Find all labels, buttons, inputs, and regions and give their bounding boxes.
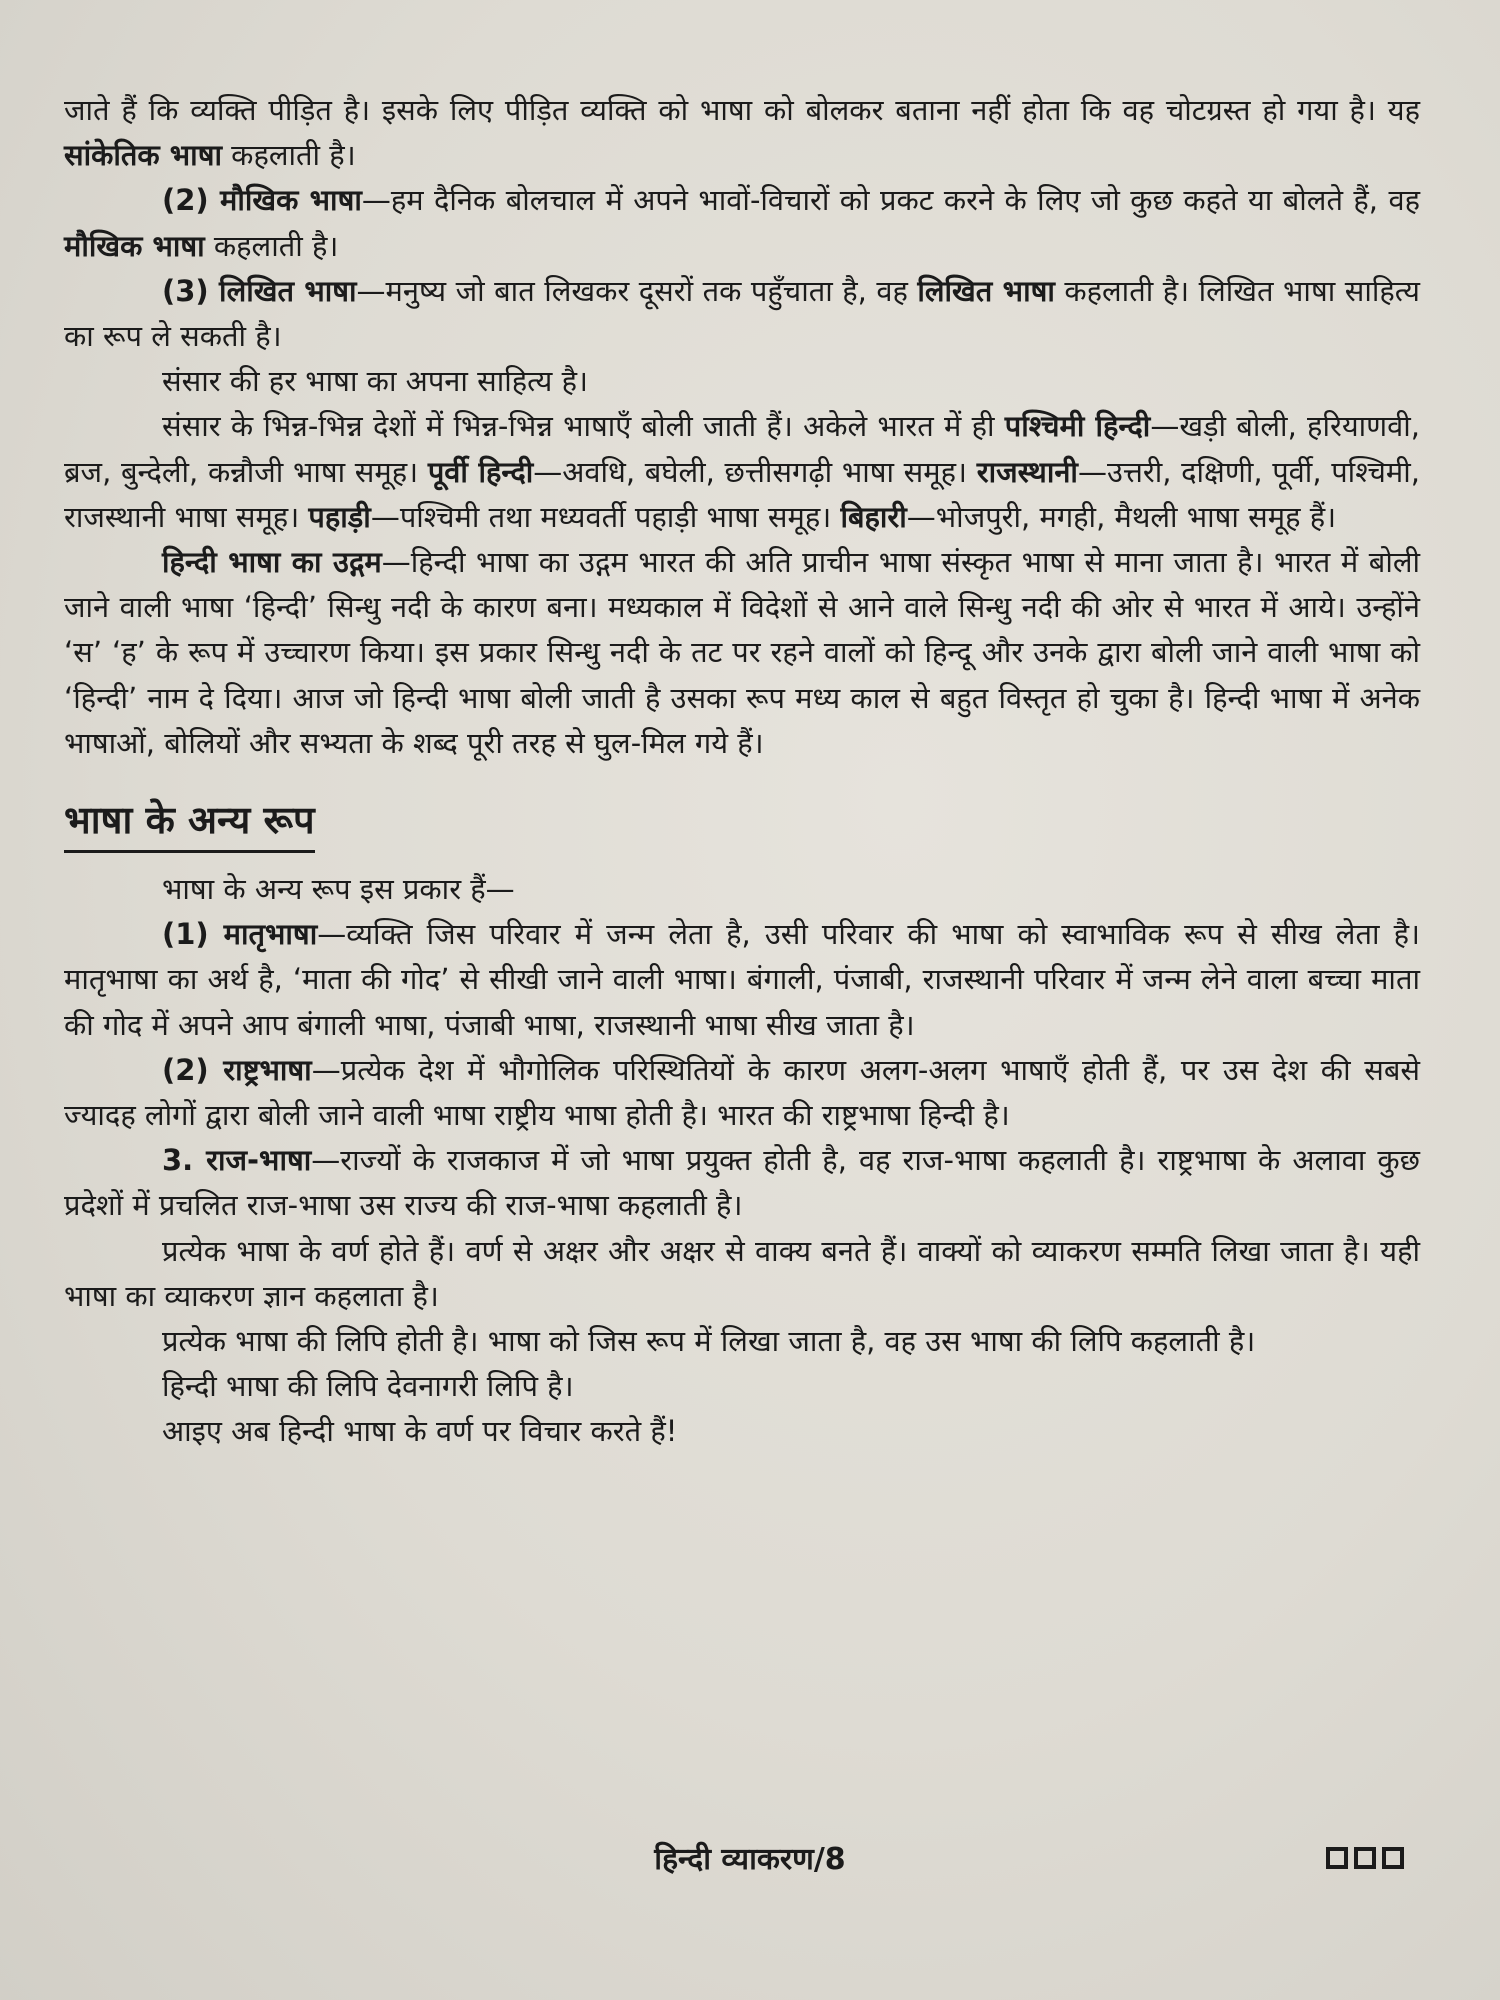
paragraph bbox=[64, 404, 1420, 540]
paragraph bbox=[64, 1229, 1420, 1319]
paragraph bbox=[64, 867, 1420, 912]
paragraph bbox=[64, 178, 1420, 268]
text-run: हिन्दी भाषा की लिपि देवनागरी लिपि है। bbox=[162, 1369, 574, 1404]
bold-term: मौखिक भाषा bbox=[64, 228, 205, 263]
text-run: —अवधि, बघेली, छत्तीसगढ़ी भाषा समूह। bbox=[533, 454, 977, 489]
text-run: —भोजपुरी, मगही, मैथली भाषा समूह हैं। bbox=[906, 499, 1337, 534]
text-run: कहलाती है। bbox=[204, 228, 339, 263]
bold-term: (3) लिखित भाषा bbox=[162, 273, 357, 308]
text-run: —राज्यों के राजकाज में जो भाषा प्रयुक्त होती है, वह राज-भाषा कहलाती है। राष्ट्रभाषा के अलावा कुछ प्रदेशों में प्रचलित राज-भाषा उस राज्य की राज-भाषा कहलाती है। bbox=[64, 1143, 1420, 1223]
text-run: —व्यक्ति जिस परिवार में जन्म लेता है, उसी परिवार की भाषा को स्वाभाविक रूप से सीख लेता है। मातृभाषा का अर्थ है, ‘माता की गोद’ से सीखी जाने वाली भाषा। बंगाली, पंजाबी, राजस्थानी परिवार में जन्म लेने वाला बच्चा माता की गोद में अपने आप बंगाली भाषा, पंजाबी भाषा, राजस्थानी भाषा सीख जाता है। bbox=[64, 917, 1420, 1042]
footer-page-title: हिन्दी व्याकरण/8 bbox=[654, 1842, 846, 1877]
end-mark-box-icon bbox=[1382, 1847, 1404, 1869]
bold-term: पहाड़ी bbox=[308, 499, 371, 534]
bold-term: सांकेतिक भाषा bbox=[64, 138, 222, 173]
text-run: —हम दैनिक बोलचाल में अपने भावों-विचारों को प्रकट करने के लिए जो कुछ कहते या बोलते हैं, वह bbox=[361, 183, 1420, 218]
paragraph bbox=[64, 912, 1420, 1048]
bold-term: (2) मौखिक भाषा bbox=[162, 183, 362, 218]
bold-term: (1) मातृभाषा bbox=[162, 917, 318, 952]
paragraph bbox=[64, 269, 1420, 359]
text-run: कहलाती है। bbox=[221, 138, 356, 173]
end-marks bbox=[1326, 1847, 1404, 1869]
text-run: संसार के भिन्न-भिन्न देशों में भिन्न-भिन्न भाषाएँ बोली जाती हैं। अकेले भारत में ही bbox=[162, 409, 1005, 444]
bold-term: राजस्थानी bbox=[976, 454, 1078, 489]
bold-term: (2) राष्ट्रभाषा bbox=[162, 1052, 312, 1087]
bold-term: पश्चिमी हिन्दी bbox=[1004, 409, 1151, 444]
text-run: आइए अब हिन्दी भाषा के वर्ण पर विचार करते हैं! bbox=[162, 1414, 678, 1449]
paragraph bbox=[64, 1409, 1420, 1454]
page-footer bbox=[0, 1835, 1500, 1885]
paragraph bbox=[64, 88, 1420, 178]
paragraph bbox=[64, 1138, 1420, 1228]
body-text-bottom bbox=[64, 867, 1420, 1455]
bold-term: 3. राज-भाषा bbox=[162, 1143, 312, 1178]
bold-term: बिहारी bbox=[840, 499, 907, 534]
text-run: भाषा के अन्य रूप इस प्रकार हैं— bbox=[162, 872, 515, 907]
end-mark-box-icon bbox=[1354, 1847, 1376, 1869]
text-run: —मनुष्य जो बात लिखकर दूसरों तक पहुँचाता है, वह bbox=[356, 273, 918, 308]
bold-term: पूर्वी हिन्दी bbox=[427, 454, 534, 489]
text-run: प्रत्येक भाषा की लिपि होती है। भाषा को जिस रूप में लिखा जाता है, वह उस भाषा की लिपि कहलाती है। bbox=[162, 1324, 1256, 1359]
end-mark-box-icon bbox=[1326, 1847, 1348, 1869]
section-heading: भाषा के अन्य रूप bbox=[64, 796, 315, 853]
paragraph bbox=[64, 1364, 1420, 1409]
text-run: जाते हैं कि व्यक्ति पीड़ित है। इसके लिए पीड़ित व्यक्ति को भाषा को बोलकर बताना नहीं होता कि वह चोटग्रस्त हो गया है। यह bbox=[64, 93, 1420, 127]
body-text-top bbox=[64, 88, 1420, 766]
text-run: —खड़ी बोली, हरियाणवी, ब्रज, बुन्देली, कन्नौजी भाषा समूह। bbox=[64, 409, 1420, 489]
text-run: संसार की हर भाषा का अपना साहित्य है। bbox=[162, 364, 588, 399]
paragraph bbox=[64, 540, 1420, 766]
bold-term: हिन्दी भाषा का उद्गम bbox=[162, 545, 382, 580]
text-run: कहलाती है। लिखित भाषा साहित्य का रूप ले सकती है। bbox=[64, 273, 1420, 354]
text-run: —प्रत्येक देश में भौगोलिक परिस्थितियों के कारण अलग-अलग भाषाएँ होती हैं, पर उस देश की सबसे ज्यादह लोगों द्वारा बोली जाने वाली भाषा राष्ट्रीय भाषा होती है। भारत की राष्ट्रभाषा हिन्दी है। bbox=[64, 1052, 1420, 1133]
text-run: प्रत्येक भाषा के वर्ण होते हैं। वर्ण से अक्षर और अक्षर से वाक्य बनते हैं। वाक्यों को व्याकरण सम्मति लिखा जाता है। यही भाषा का व्याकरण ज्ञान कहलाता है। bbox=[64, 1233, 1420, 1313]
text-run: —उत्तरी, दक्षिणी, पूर्वी, पश्चिमी, राजस्थानी भाषा समूह। bbox=[64, 454, 1421, 534]
bold-term: लिखित भाषा bbox=[917, 273, 1055, 308]
paragraph bbox=[64, 1319, 1420, 1364]
paragraph bbox=[64, 1048, 1420, 1138]
paragraph bbox=[64, 359, 1420, 404]
text-run: —हिन्दी भाषा का उद्गम भारत की अति प्राचीन भाषा संस्कृत भाषा से माना जाता है। भारत में बोली जाने वाली भाषा ‘हिन्दी’ सिन्धु नदी के कारण बना। मध्यकाल में विदेशों से आने वाले सिन्धु नदी की ओर से भारत में आये। उन्होंने ‘स’ ‘ह’ के रूप में उच्चारण किया। इस प्रकार सिन्धु नदी के तट पर रहने वालों को हिन्दू और उनके द्वारा बोली जाने वाली भाषा को ‘हिन्दी’ नाम दे दिया। आज जो हिन्दी भाषा बोली जाती है उसका रूप मध्य काल से बहुत विस्तृत हो चुका है। हिन्दी भाषा में अनेक भाषाओं, बोलियों और सभ्यता के शब्द पूरी तरह से घुल-मिल गये हैं। bbox=[64, 545, 1420, 760]
text-run: —पश्चिमी तथा मध्यवर्ती पहाड़ी भाषा समूह। bbox=[370, 499, 841, 534]
